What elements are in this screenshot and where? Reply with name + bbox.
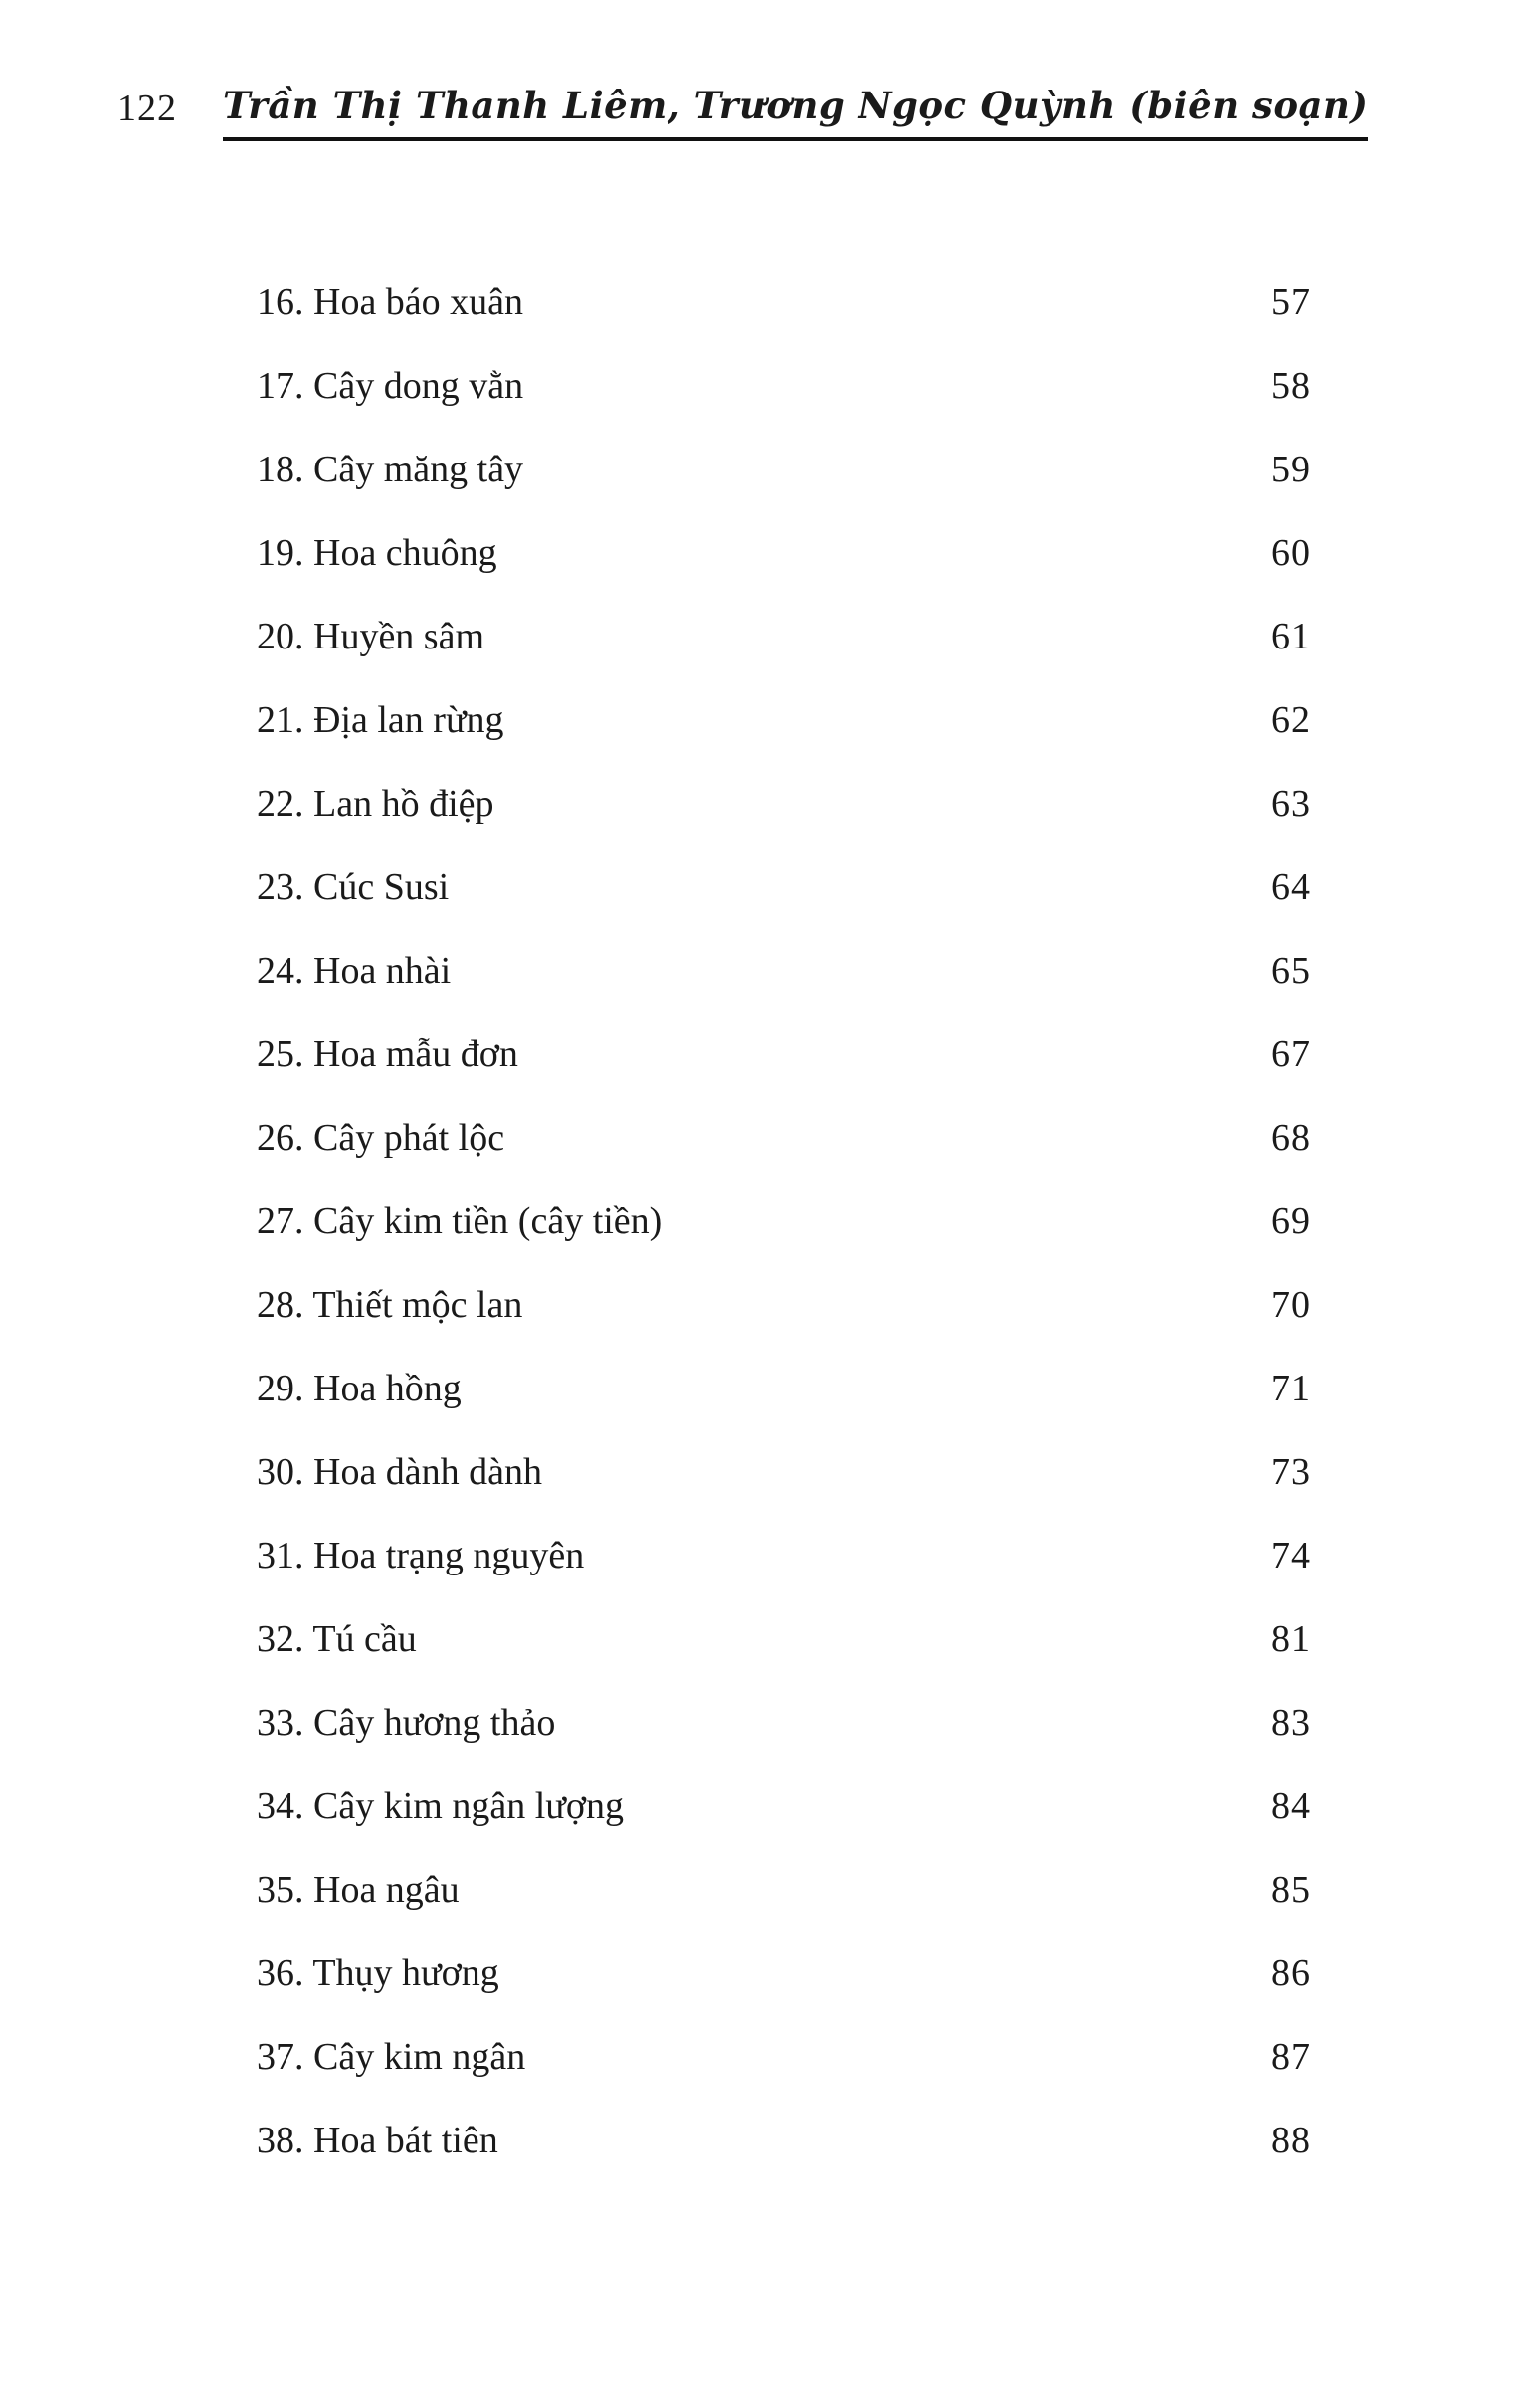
toc-entry-page: 84	[1271, 1785, 1311, 1827]
toc-entry	[257, 1347, 1311, 1430]
toc-entry-page: 87	[1271, 2036, 1311, 2078]
toc-entry-label: 34. Cây kim ngân lượng	[257, 1785, 624, 1827]
header-rule	[223, 84, 1368, 141]
toc-entry	[257, 845, 1311, 929]
toc-entry	[257, 511, 1311, 595]
toc-entry-page: 62	[1271, 699, 1311, 741]
toc-entry-page: 59	[1271, 449, 1311, 490]
toc-entry	[257, 678, 1311, 762]
toc-entry	[257, 261, 1311, 344]
toc-entry	[257, 2015, 1311, 2099]
toc-entry-label: 19. Hoa chuông	[257, 532, 497, 574]
toc-entry-page: 83	[1271, 1702, 1311, 1744]
toc-entry-label: 38. Hoa bát tiên	[257, 2120, 498, 2161]
toc-entry	[257, 1013, 1311, 1096]
toc-entry-label: 30. Hoa dành dành	[257, 1451, 543, 1493]
toc-entry-page: 70	[1271, 1284, 1311, 1326]
toc-entry-label: 32. Tú cầu	[257, 1618, 417, 1660]
toc-entry-label: 36. Thụy hương	[257, 1952, 499, 1994]
toc-entry-page: 65	[1271, 950, 1311, 992]
page-number: 122	[117, 88, 177, 129]
toc-entry	[257, 1848, 1311, 1932]
toc-list	[257, 261, 1311, 2182]
toc-entry-label: 23. Cúc Susi	[257, 866, 450, 908]
toc-entry-label: 33. Cây hương thảo	[257, 1702, 556, 1744]
toc-entry-label: 21. Địa lan rừng	[257, 699, 504, 741]
toc-entry-label: 31. Hoa trạng nguyên	[257, 1535, 585, 1576]
toc-entry-page: 73	[1271, 1451, 1311, 1493]
toc-entry	[257, 1681, 1311, 1764]
toc-entry	[257, 762, 1311, 845]
toc-entry	[257, 1430, 1311, 1514]
page-header	[117, 78, 1369, 141]
toc-entry-label: 16. Hoa báo xuân	[257, 281, 524, 323]
toc-entry	[257, 1180, 1311, 1263]
toc-entry	[257, 344, 1311, 428]
toc-entry	[257, 1597, 1311, 1681]
toc-entry-page: 60	[1271, 532, 1311, 574]
toc-entry	[257, 2099, 1311, 2182]
toc-entry-label: 20. Huyền sâm	[257, 616, 485, 657]
toc-entry-label: 28. Thiết mộc lan	[257, 1284, 523, 1326]
toc-entry-page: 57	[1271, 281, 1311, 323]
running-header-authors: Trần Thị Thanh Liêm, Trương Ngọc Quỳnh (biên soạn)	[223, 84, 1369, 127]
toc-entry-page: 74	[1271, 1535, 1311, 1576]
toc-entry	[257, 1096, 1311, 1180]
toc-entry-page: 58	[1271, 365, 1311, 407]
toc-entry-label: 25. Hoa mẫu đơn	[257, 1033, 518, 1075]
toc-entry-page: 88	[1271, 2120, 1311, 2161]
toc-entry-label: 29. Hoa hồng	[257, 1368, 462, 1409]
toc-entry-page: 86	[1271, 1952, 1311, 1994]
toc-entry-page: 81	[1271, 1618, 1311, 1660]
toc-entry	[257, 1263, 1311, 1347]
toc-entry-page: 85	[1271, 1869, 1311, 1911]
toc-entry-label: 18. Cây măng tây	[257, 449, 524, 490]
toc-entry-label: 17. Cây dong vằn	[257, 365, 524, 407]
toc-entry	[257, 595, 1311, 678]
toc-entry-page: 68	[1271, 1117, 1311, 1159]
toc-entry-label: 22. Lan hồ điệp	[257, 783, 494, 825]
toc-entry-page: 61	[1271, 616, 1311, 657]
toc-entry	[257, 929, 1311, 1013]
toc-entry-label: 37. Cây kim ngân	[257, 2036, 526, 2078]
toc-entry	[257, 1932, 1311, 2015]
toc-entry-page: 69	[1271, 1201, 1311, 1242]
toc-entry-label: 27. Cây kim tiền (cây tiền)	[257, 1201, 663, 1242]
toc-entry	[257, 1764, 1311, 1848]
toc-entry	[257, 1514, 1311, 1597]
toc-entry-page: 64	[1271, 866, 1311, 908]
toc-entry-page: 67	[1271, 1033, 1311, 1075]
toc-entry-page: 71	[1271, 1368, 1311, 1409]
toc-entry-label: 35. Hoa ngâu	[257, 1869, 460, 1911]
toc-entry	[257, 428, 1311, 511]
toc-entry-label: 24. Hoa nhài	[257, 950, 452, 992]
toc-entry-label: 26. Cây phát lộc	[257, 1117, 505, 1159]
toc-entry-page: 63	[1271, 783, 1311, 825]
